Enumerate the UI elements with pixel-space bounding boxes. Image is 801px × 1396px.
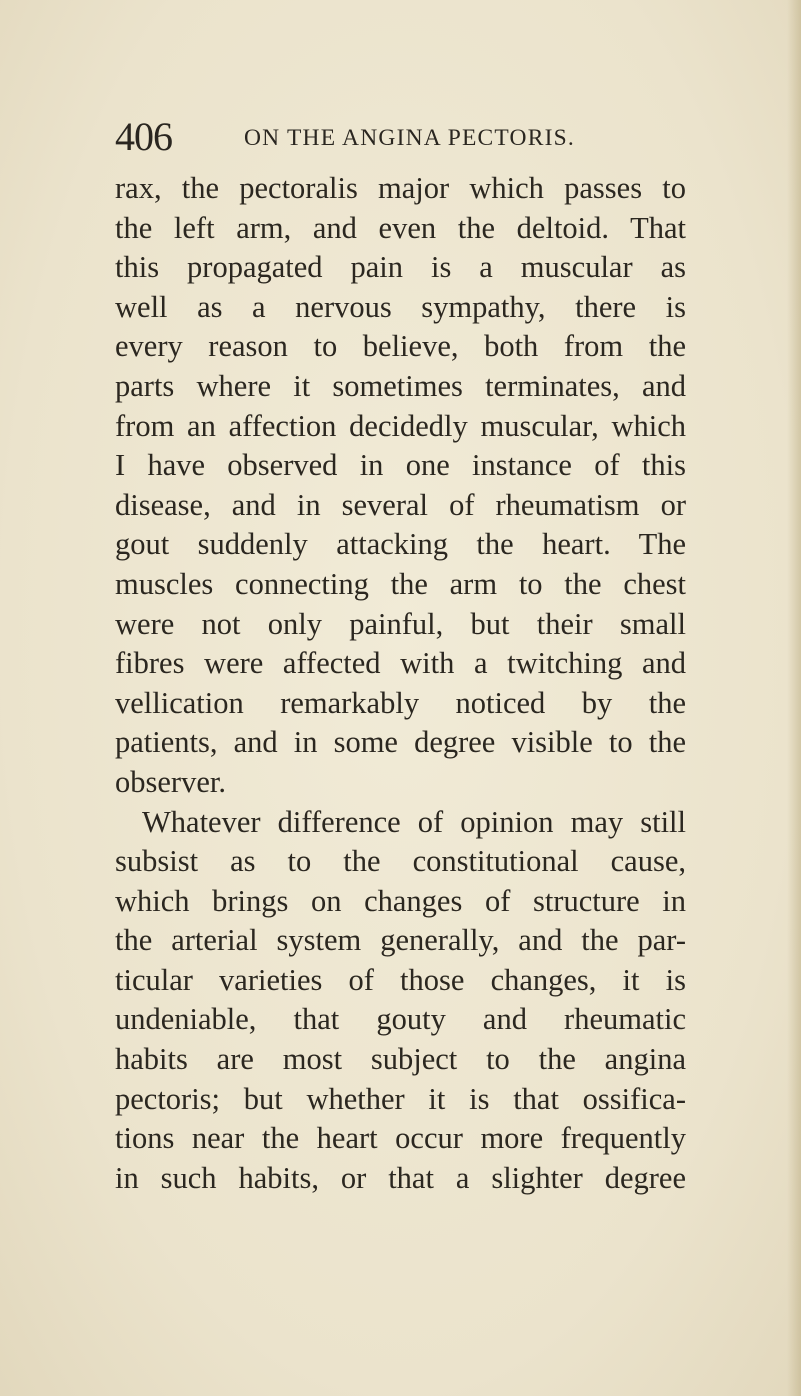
text-line: were not only painful, but their small xyxy=(115,606,686,641)
text-line: this propagated pain is a muscular as xyxy=(115,250,686,285)
text-line: fibres were affected with a twitching and xyxy=(115,646,686,681)
text-line: habits are most subject to the angina xyxy=(115,1042,686,1077)
text-line: from an affection decidedly muscular, which xyxy=(115,408,686,443)
text-line: ticular varieties of those changes, it is xyxy=(115,962,686,997)
text-line: the arterial system generally, and the par- xyxy=(115,923,686,958)
page-number: 406 xyxy=(115,114,172,159)
text-line: observer. xyxy=(115,764,226,799)
page-edge-shadow xyxy=(787,0,801,1396)
text-line: vellication remarkably noticed by the xyxy=(115,685,686,720)
page-header xyxy=(115,112,715,162)
running-head: ON THE ANGINA PECTORIS. xyxy=(244,125,575,151)
text-line: Whatever difference of opinion may still xyxy=(142,804,686,839)
text-line: gout suddenly attacking the heart. The xyxy=(115,527,686,562)
text-line: pectoris; but whether it is that ossifica- xyxy=(115,1081,686,1116)
text-line: undeniable, that gouty and rheumatic xyxy=(115,1002,686,1037)
body-text xyxy=(115,169,686,1198)
text-line: the left arm, and even the deltoid. That xyxy=(115,210,686,245)
text-line: disease, and in several of rheumatism or xyxy=(115,487,686,522)
text-line: muscles connecting the arm to the chest xyxy=(115,566,686,601)
text-line: in such habits, or that a slighter degree xyxy=(115,1160,686,1195)
text-line: tions near the heart occur more frequently xyxy=(115,1121,686,1156)
text-line: well as a nervous sympathy, there is xyxy=(115,289,686,324)
text-line: subsist as to the constitutional cause, xyxy=(115,844,686,879)
text-line: I have observed in one instance of this xyxy=(115,448,686,483)
text-line: patients, and in some degree visible to the xyxy=(115,725,686,760)
text-line: parts where it sometimes terminates, and xyxy=(115,368,686,403)
text-line: which brings on changes of structure in xyxy=(115,883,686,918)
text-line: every reason to believe, both from the xyxy=(115,329,686,364)
text-line: rax, the pectoralis major which passes to xyxy=(115,171,686,205)
